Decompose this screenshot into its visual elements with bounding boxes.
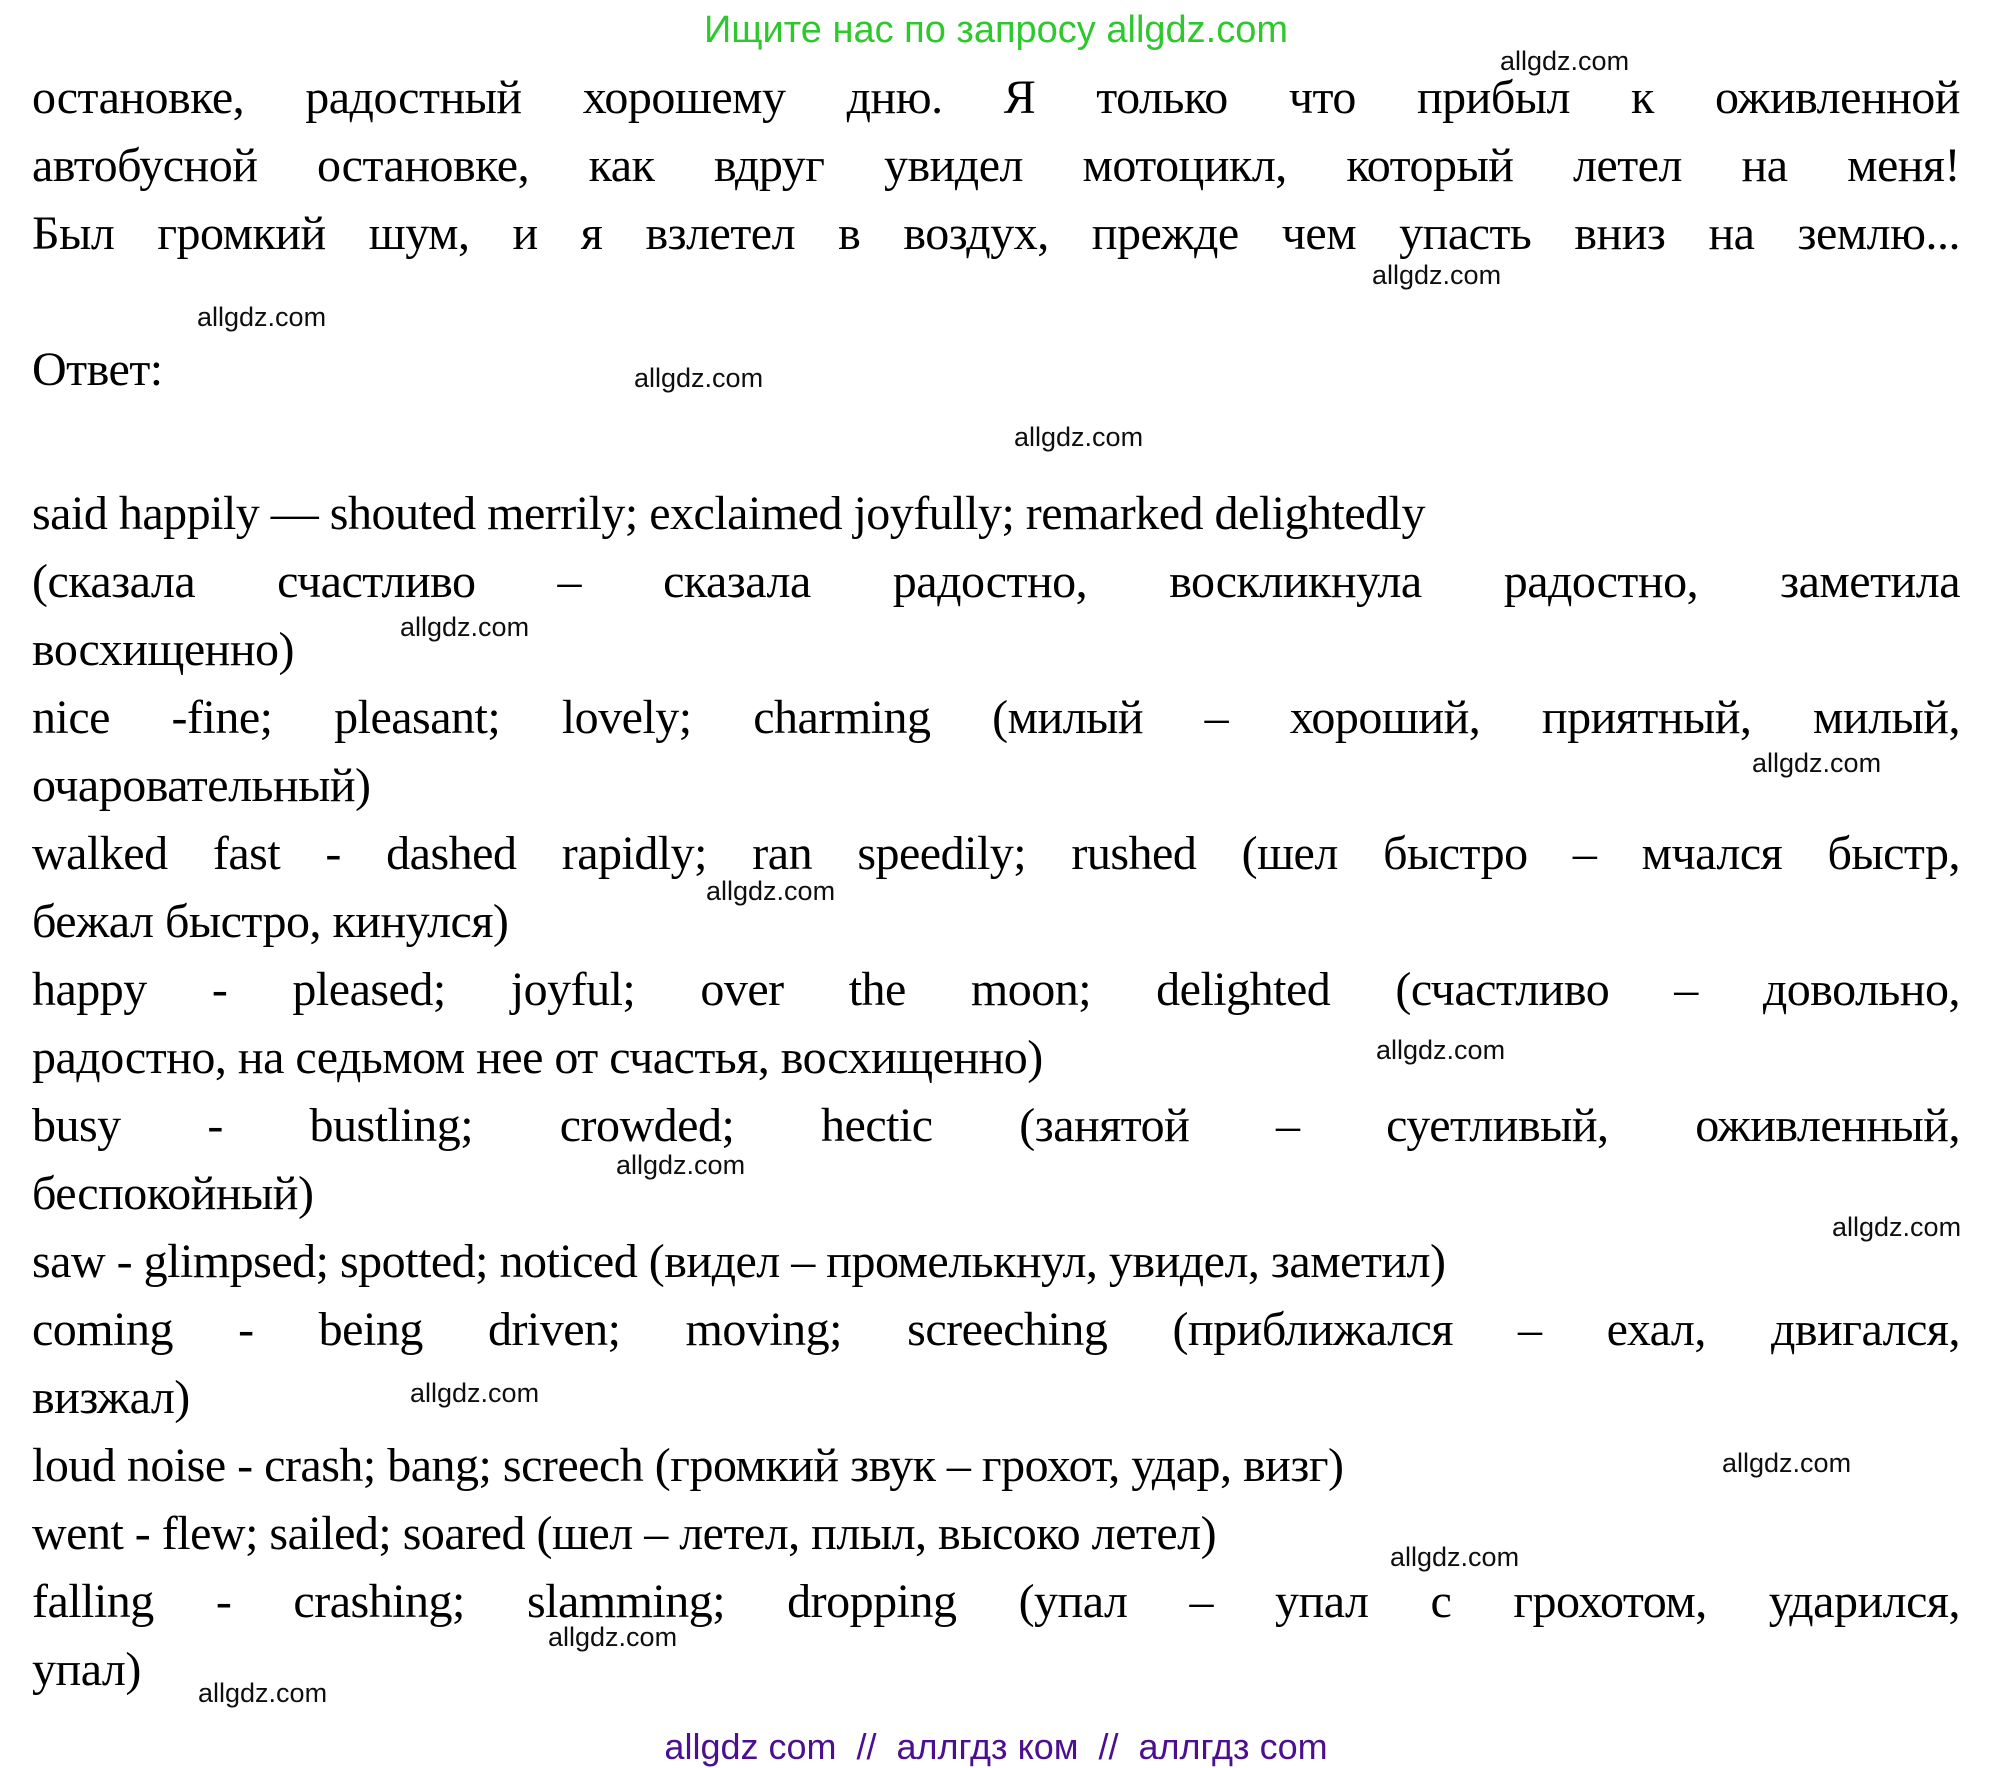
footer-domains: allgdz com // аллгдз ком // аллгдз com <box>664 1726 1328 1767</box>
watermark: allgdz.com <box>400 612 530 642</box>
body-line: радостно, на седьмом нее от счастья, восхищенно) <box>32 1031 1043 1084</box>
watermark: allgdz.com <box>1832 1212 1962 1242</box>
intro-line: остановке, радостный хорошему дню. Я только что прибыл к оживленной <box>32 71 1960 124</box>
body-line: walked fast - dashed rapidly; ran speedily; rushed (шел быстро – мчался быстр, <box>32 827 1960 880</box>
body-line: бежал быстро, кинулся) <box>32 895 509 948</box>
body-line: said happily — shouted merrily; exclaimed joyfully; remarked delightedly <box>32 487 1425 540</box>
body-line: went - flew; sailed; soared (шел – летел, плыл, высоко летел) <box>32 1507 1217 1560</box>
body-line: happy - pleased; joyful; over the moon; delighted (счастливо – довольно, <box>32 963 1960 1016</box>
body-line: saw - glimpsed; spotted; noticed (видел – промелькнул, увидел, заметил) <box>32 1235 1446 1288</box>
body-line: очаровательный) <box>32 759 371 812</box>
body-line: визжал) <box>32 1371 190 1424</box>
intro-line: Был громкий шум, и я взлетел в воздух, прежде чем упасть вниз на землю... <box>32 207 1960 260</box>
watermark: allgdz.com <box>634 363 764 393</box>
watermark: allgdz.com <box>1390 1542 1520 1572</box>
promo-banner: Ищите нас по запросу allgdz.com <box>703 9 1288 51</box>
watermark: allgdz.com <box>616 1150 746 1180</box>
watermark: allgdz.com <box>198 1678 328 1708</box>
body-line: loud noise - crash; bang; screech (громкий звук – грохот, удар, визг) <box>32 1439 1344 1492</box>
body-line: coming - being driven; moving; screeching (приближался – ехал, двигался, <box>32 1303 1960 1356</box>
watermark: allgdz.com <box>410 1378 540 1408</box>
answer-label: Ответ: <box>32 343 163 396</box>
body-line: беспокойный) <box>32 1167 314 1220</box>
body-line: falling - crashing; slamming; dropping (упал – упал с грохотом, ударился, <box>32 1575 1960 1628</box>
intro-line: автобусной остановке, как вдруг увидел мотоцикл, который летел на меня! <box>32 139 1960 192</box>
watermark: allgdz.com <box>548 1622 678 1652</box>
intro-paragraph <box>0 64 1992 268</box>
body-line: упал) <box>32 1643 141 1696</box>
watermark: allgdz.com <box>197 302 327 332</box>
watermark: allgdz.com <box>1722 1448 1852 1478</box>
body-line: восхищенно) <box>32 623 295 676</box>
watermark: allgdz.com <box>1372 260 1502 290</box>
watermark: allgdz.com <box>1752 748 1882 778</box>
body-line: (сказала счастливо – сказала радостно, воскликнула радостно, заметила <box>32 555 1960 608</box>
body-line: nice -fine; pleasant; lovely; charming (милый – хороший, приятный, милый, <box>32 691 1960 744</box>
watermark: allgdz.com <box>706 876 836 906</box>
body-line: busy - bustling; crowded; hectic (занятой – суетливый, оживленный, <box>32 1099 1960 1152</box>
watermark: allgdz.com <box>1014 422 1144 452</box>
watermark: allgdz.com <box>1376 1035 1506 1065</box>
watermark: allgdz.com <box>1500 46 1630 76</box>
answer-body <box>0 480 1992 1704</box>
